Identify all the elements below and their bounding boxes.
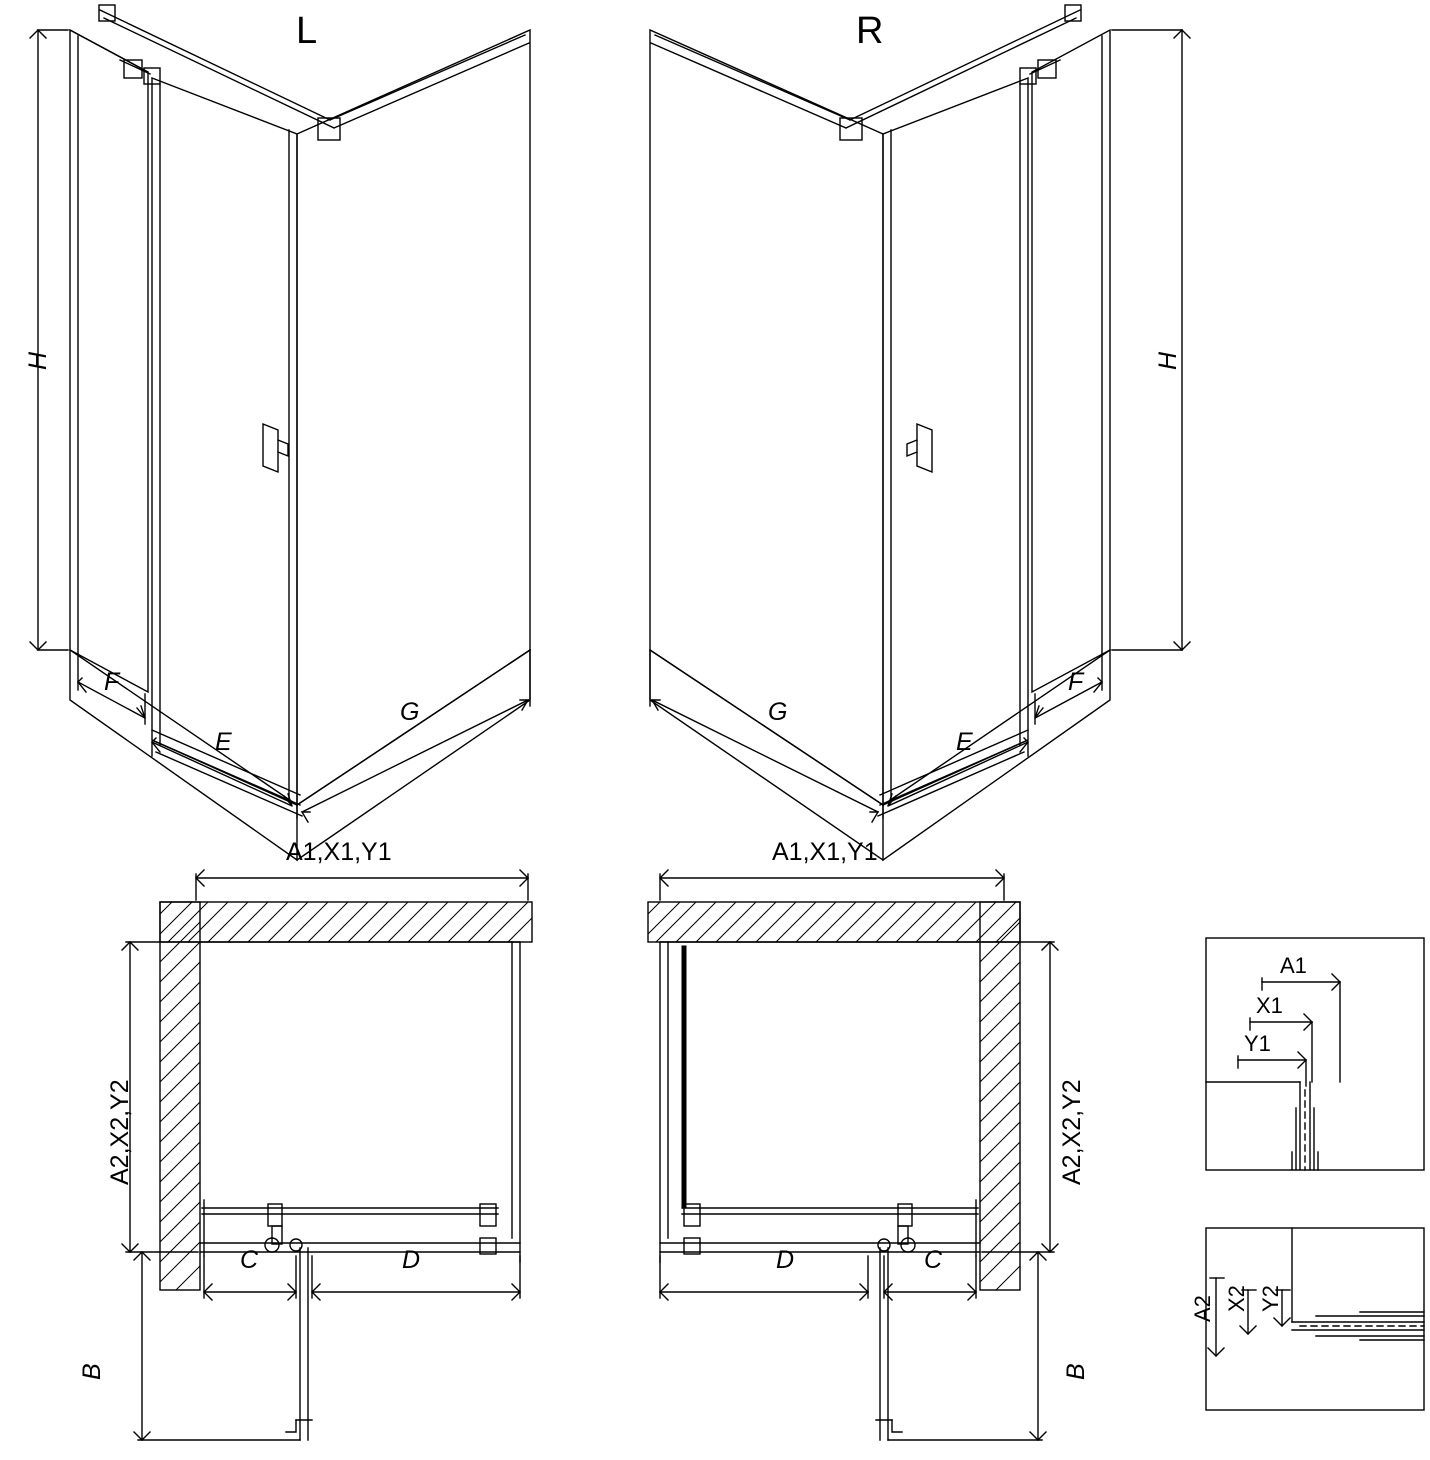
iso-right-dim-h <box>1112 30 1190 650</box>
detail-bottom <box>1206 1228 1424 1410</box>
detail-bottom-x2-label: X2 <box>1224 1285 1249 1312</box>
iso-right-dim-gef <box>650 650 1102 822</box>
detail-bottom-a2-label: A2 <box>1190 1295 1215 1322</box>
iso-left-dim-e-label: E <box>215 728 232 756</box>
plan-left-top-dim-label: A1,X1,Y1 <box>286 838 392 866</box>
iso-left-dim-feg <box>78 650 530 822</box>
plan-right-top-dim-label: A1,X1,Y1 <box>772 838 878 866</box>
plan-left-dim-d-label: D <box>402 1246 421 1274</box>
plan-right-dim-c-label: C <box>924 1246 943 1274</box>
iso-left-dim-f-label: F <box>104 668 120 696</box>
plan-left-side-dim-label: A2,X2,Y2 <box>106 1079 134 1185</box>
detail-top-y1-label: Y1 <box>1244 1031 1271 1056</box>
iso-right-title: R <box>856 10 884 52</box>
detail-top-a1-label: A1 <box>1280 953 1307 978</box>
detail-top-x1-label: X1 <box>1256 993 1283 1018</box>
iso-left-dim-h <box>30 30 68 650</box>
plan-left <box>160 902 532 1440</box>
iso-right-dim-f-label: F <box>1068 668 1084 696</box>
plan-right-dims <box>660 870 1058 1440</box>
plan-right-dim-b-label: B <box>1062 1363 1090 1380</box>
iso-right-dim-h-label: H <box>1154 351 1182 370</box>
iso-left-dim-h-label: H <box>24 351 52 370</box>
plan-left-dims <box>122 870 528 1440</box>
iso-left-dim-g-label: G <box>400 698 420 726</box>
detail-bottom-y2-label: Y2 <box>1258 1285 1283 1312</box>
iso-left-title: L <box>296 10 318 52</box>
detail-top <box>1206 938 1424 1170</box>
iso-right-dim-g-label: G <box>768 698 788 726</box>
plan-right <box>648 902 1020 1440</box>
iso-right-dim-e-label: E <box>956 728 973 756</box>
plan-right-dim-d-label: D <box>776 1246 795 1274</box>
plan-left-dim-c-label: C <box>240 1246 259 1274</box>
plan-right-side-dim-label: A2,X2,Y2 <box>1058 1079 1086 1185</box>
iso-left-enclosure <box>70 5 530 860</box>
plan-left-dim-b-label: B <box>78 1363 106 1380</box>
iso-right-enclosure <box>650 5 1110 860</box>
